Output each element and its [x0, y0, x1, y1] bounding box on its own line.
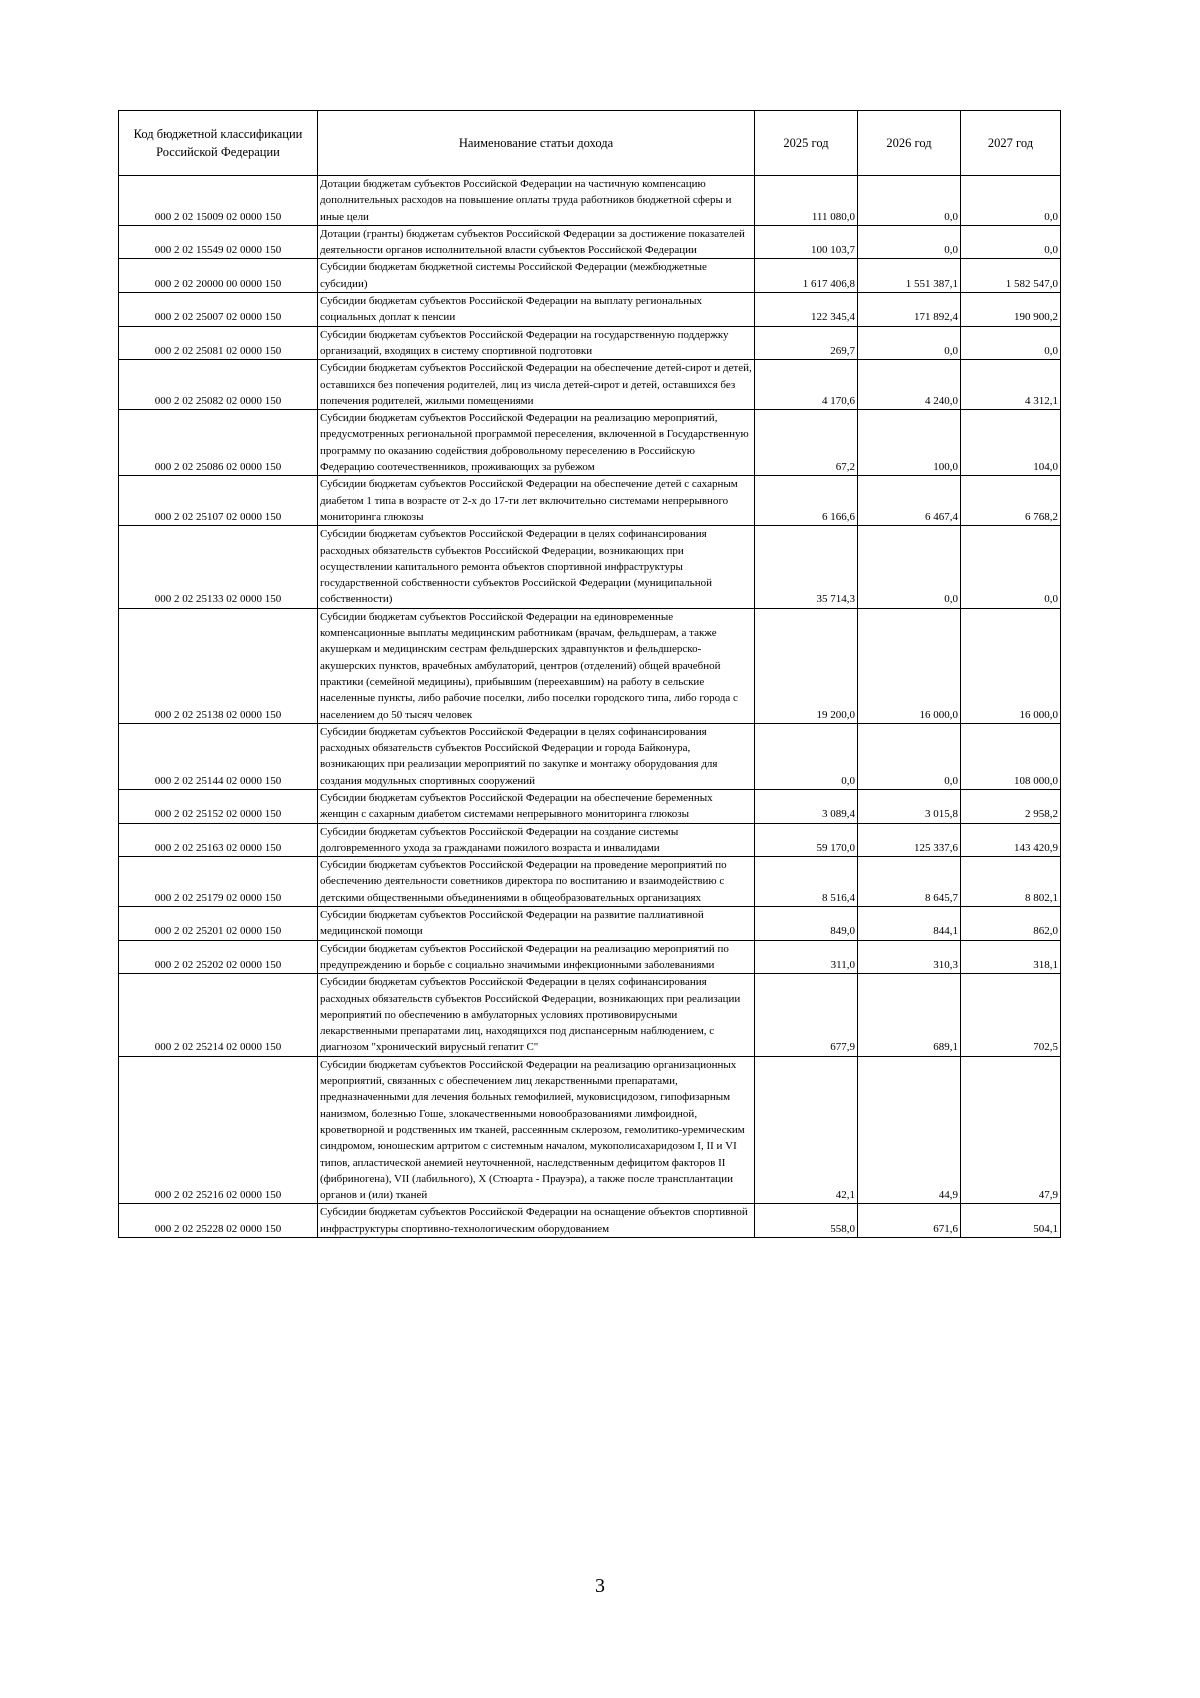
row-value-2025: 4 170,6 — [755, 360, 858, 410]
row-name-cell: Субсидии бюджетам субъектов Российской Федерации на проведение мероприятий по обеспечению деятельности советников директора по воспитанию и взаимодействию с детскими общественными объединениями в общеобразовательных организациях — [318, 857, 755, 907]
header-2026: 2026 год — [858, 111, 961, 176]
row-value-2027: 862,0 — [961, 907, 1061, 941]
row-value-2027: 104,0 — [961, 410, 1061, 476]
row-value-2025: 677,9 — [755, 974, 858, 1056]
header-code: Код бюджетной классификации Российской Федерации — [119, 111, 318, 176]
row-value-2025: 67,2 — [755, 410, 858, 476]
row-code-cell: 000 2 02 15549 02 0000 150 — [119, 225, 318, 259]
table-row — [119, 360, 1061, 410]
table-row — [119, 225, 1061, 259]
row-value-2026: 844,1 — [858, 907, 961, 941]
row-value-2026: 1 551 387,1 — [858, 259, 961, 293]
row-value-2027: 2 958,2 — [961, 789, 1061, 823]
table-row — [119, 176, 1061, 226]
row-value-2025: 59 170,0 — [755, 823, 858, 857]
row-code-cell: 000 2 02 20000 00 0000 150 — [119, 259, 318, 293]
row-code-cell: 000 2 02 25228 02 0000 150 — [119, 1204, 318, 1238]
table-body — [119, 176, 1061, 1238]
header-name: Наименование статьи дохода — [318, 111, 755, 176]
row-value-2027: 143 420,9 — [961, 823, 1061, 857]
row-name-cell: Субсидии бюджетам субъектов Российской Федерации на обеспечение детей с сахарным диабетом 1 типа в возрасте от 2-х до 17-ти лет включительно системами непрерывного мониторинга глюкозы — [318, 476, 755, 526]
table-row — [119, 823, 1061, 857]
table-row — [119, 723, 1061, 789]
row-value-2026: 100,0 — [858, 410, 961, 476]
row-name-cell: Субсидии бюджетам субъектов Российской Федерации на создание системы долговременного ухода за гражданами пожилого возраста и инвалидами — [318, 823, 755, 857]
row-code-cell: 000 2 02 15009 02 0000 150 — [119, 176, 318, 226]
row-value-2025: 19 200,0 — [755, 608, 858, 723]
row-value-2027: 6 768,2 — [961, 476, 1061, 526]
table-row — [119, 326, 1061, 360]
row-name-cell: Субсидии бюджетам субъектов Российской Федерации в целях софинансирования расходных обязательств субъектов Российской Федерации и города Байконура, возникающих при реализации мероприятий по закупке и монтажу оборудования для создания модульных спортивных сооружений — [318, 723, 755, 789]
table-row — [119, 476, 1061, 526]
row-value-2026: 44,9 — [858, 1056, 961, 1204]
row-value-2025: 6 166,6 — [755, 476, 858, 526]
table-row — [119, 526, 1061, 608]
row-name-cell: Дотации (гранты) бюджетам субъектов Российской Федерации за достижение показателей деятельности органов исполнительной власти субъектов Российской Федерации — [318, 225, 755, 259]
table-row — [119, 789, 1061, 823]
row-value-2026: 125 337,6 — [858, 823, 961, 857]
table-row — [119, 974, 1061, 1056]
row-value-2027: 702,5 — [961, 974, 1061, 1056]
row-code-cell: 000 2 02 25081 02 0000 150 — [119, 326, 318, 360]
row-code-cell: 000 2 02 25201 02 0000 150 — [119, 907, 318, 941]
row-code-cell: 000 2 02 25107 02 0000 150 — [119, 476, 318, 526]
row-value-2027: 318,1 — [961, 940, 1061, 974]
row-value-2026: 671,6 — [858, 1204, 961, 1238]
row-value-2026: 0,0 — [858, 526, 961, 608]
row-code-cell: 000 2 02 25138 02 0000 150 — [119, 608, 318, 723]
row-code-cell: 000 2 02 25214 02 0000 150 — [119, 974, 318, 1056]
row-code-cell: 000 2 02 25007 02 0000 150 — [119, 293, 318, 327]
row-name-cell: Субсидии бюджетам бюджетной системы Российской Федерации (межбюджетные субсидии) — [318, 259, 755, 293]
table-row — [119, 940, 1061, 974]
row-value-2025: 111 080,0 — [755, 176, 858, 226]
row-value-2026: 16 000,0 — [858, 608, 961, 723]
row-code-cell: 000 2 02 25152 02 0000 150 — [119, 789, 318, 823]
row-value-2027: 0,0 — [961, 326, 1061, 360]
row-name-cell: Субсидии бюджетам субъектов Российской Федерации на реализацию мероприятий, предусмотренных региональной программой переселения, включенной в Государственную программу по оказанию содействия добровольному переселению в Российскую Федерацию соотечественников, проживающих за рубежом — [318, 410, 755, 476]
row-value-2027: 108 000,0 — [961, 723, 1061, 789]
table-row — [119, 410, 1061, 476]
row-name-cell: Субсидии бюджетам субъектов Российской Федерации на выплату региональных социальных доплат к пенсии — [318, 293, 755, 327]
row-value-2025: 1 617 406,8 — [755, 259, 858, 293]
row-value-2026: 6 467,4 — [858, 476, 961, 526]
row-value-2026: 3 015,8 — [858, 789, 961, 823]
row-value-2025: 849,0 — [755, 907, 858, 941]
row-value-2026: 310,3 — [858, 940, 961, 974]
row-value-2025: 8 516,4 — [755, 857, 858, 907]
row-value-2027: 1 582 547,0 — [961, 259, 1061, 293]
row-value-2027: 47,9 — [961, 1056, 1061, 1204]
row-value-2026: 0,0 — [858, 176, 961, 226]
row-value-2027: 8 802,1 — [961, 857, 1061, 907]
row-name-cell: Субсидии бюджетам субъектов Российской Федерации на единовременные компенсационные выплаты медицинским работникам (врачам, фельдшерам, а также акушеркам и медицинским сестрам фельдшерских здравпунктов и фельдшерско-акушерских пунктов, врачебных амбулаторий, центров (отделений) общей врачебной практики (семейной медицины), прибывшим (переехавшим) на работу в сельские населенные пункты, либо рабочие поселки, либо поселки городского типа, либо города с населением до 50 тысяч человек — [318, 608, 755, 723]
header-2025: 2025 год — [755, 111, 858, 176]
table-row — [119, 259, 1061, 293]
row-value-2027: 4 312,1 — [961, 360, 1061, 410]
row-value-2026: 0,0 — [858, 225, 961, 259]
table-row — [119, 857, 1061, 907]
header-2027: 2027 год — [961, 111, 1061, 176]
row-name-cell: Субсидии бюджетам субъектов Российской Федерации в целях софинансирования расходных обязательств субъектов Российской Федерации, возникающих при осуществлении капитального ремонта объектов спортивной инфраструктуры государственной собственности субъектов Российской Федерации (муниципальной собственности) — [318, 526, 755, 608]
row-value-2025: 3 089,4 — [755, 789, 858, 823]
row-value-2027: 16 000,0 — [961, 608, 1061, 723]
row-name-cell: Субсидии бюджетам субъектов Российской Федерации на оснащение объектов спортивной инфраструктуры спортивно-технологическим оборудованием — [318, 1204, 755, 1238]
row-value-2027: 0,0 — [961, 526, 1061, 608]
row-value-2026: 8 645,7 — [858, 857, 961, 907]
row-name-cell: Субсидии бюджетам субъектов Российской Федерации на реализацию мероприятий по предупреждению и борьбе с социально значимыми инфекционными заболеваниями — [318, 940, 755, 974]
table-row — [119, 1056, 1061, 1204]
row-code-cell: 000 2 02 25082 02 0000 150 — [119, 360, 318, 410]
row-value-2025: 558,0 — [755, 1204, 858, 1238]
row-code-cell: 000 2 02 25179 02 0000 150 — [119, 857, 318, 907]
row-value-2026: 0,0 — [858, 723, 961, 789]
row-name-cell: Субсидии бюджетам субъектов Российской Федерации в целях софинансирования расходных обязательств субъектов Российской Федерации, возникающих при реализации мероприятий по обеспечению в амбулаторных условиях противовирусными лекарственными препаратами лиц, находящихся под диспансерным наблюдением, с диагнозом "хронический вирусный гепатит С" — [318, 974, 755, 1056]
row-code-cell: 000 2 02 25202 02 0000 150 — [119, 940, 318, 974]
row-value-2025: 122 345,4 — [755, 293, 858, 327]
row-name-cell: Субсидии бюджетам субъектов Российской Федерации на обеспечение беременных женщин с сахарным диабетом системами непрерывного мониторинга глюкозы — [318, 789, 755, 823]
row-value-2025: 0,0 — [755, 723, 858, 789]
row-name-cell: Субсидии бюджетам субъектов Российской Федерации на государственную поддержку организаций, входящих в систему спортивной подготовки — [318, 326, 755, 360]
row-value-2025: 100 103,7 — [755, 225, 858, 259]
table-row — [119, 1204, 1061, 1238]
table-header-row — [119, 111, 1061, 176]
row-value-2026: 0,0 — [858, 326, 961, 360]
row-code-cell: 000 2 02 25216 02 0000 150 — [119, 1056, 318, 1204]
row-code-cell: 000 2 02 25144 02 0000 150 — [119, 723, 318, 789]
row-name-cell: Субсидии бюджетам субъектов Российской Федерации на реализацию организационных мероприятий, связанных с обеспечением лиц лекарственными препаратами, предназначенными для лечения больных гемофилией, муковисцидозом, гипофизарным нанизмом, болезнью Гоше, злокачественными новообразованиями лимфоидной, кроветворной и родственных им тканей, рассеянным склерозом, гемолитико-уремическим синдромом, юношеским артритом с системным началом, мукополисахаридозом I, II и VI типов, апластической анемией неуточненной, наследственным дефицитом факторов II (фибриногена), VII (лабильного), X (Стюарта - Прауэра), а также после трансплантации органов и (или) тканей — [318, 1056, 755, 1204]
row-value-2026: 689,1 — [858, 974, 961, 1056]
row-value-2026: 171 892,4 — [858, 293, 961, 327]
row-value-2027: 190 900,2 — [961, 293, 1061, 327]
row-value-2027: 504,1 — [961, 1204, 1061, 1238]
table-row — [119, 608, 1061, 723]
row-value-2025: 269,7 — [755, 326, 858, 360]
revenue-table — [118, 110, 1061, 1238]
row-value-2025: 311,0 — [755, 940, 858, 974]
row-value-2025: 42,1 — [755, 1056, 858, 1204]
table-row — [119, 293, 1061, 327]
page-number: 3 — [595, 1575, 605, 1597]
table-row — [119, 907, 1061, 941]
row-value-2027: 0,0 — [961, 176, 1061, 226]
row-name-cell: Субсидии бюджетам субъектов Российской Федерации на обеспечение детей-сирот и детей, оставшихся без попечения родителей, лиц из числа детей-сирот и детей, оставшихся без попечения родителей, жилыми помещениями — [318, 360, 755, 410]
row-name-cell: Дотации бюджетам субъектов Российской Федерации на частичную компенсацию дополнительных расходов на повышение оплаты труда работников бюджетной сферы и иные цели — [318, 176, 755, 226]
row-code-cell: 000 2 02 25163 02 0000 150 — [119, 823, 318, 857]
row-value-2025: 35 714,3 — [755, 526, 858, 608]
row-code-cell: 000 2 02 25086 02 0000 150 — [119, 410, 318, 476]
row-code-cell: 000 2 02 25133 02 0000 150 — [119, 526, 318, 608]
row-value-2026: 4 240,0 — [858, 360, 961, 410]
row-name-cell: Субсидии бюджетам субъектов Российской Федерации на развитие паллиативной медицинской помощи — [318, 907, 755, 941]
row-value-2027: 0,0 — [961, 225, 1061, 259]
